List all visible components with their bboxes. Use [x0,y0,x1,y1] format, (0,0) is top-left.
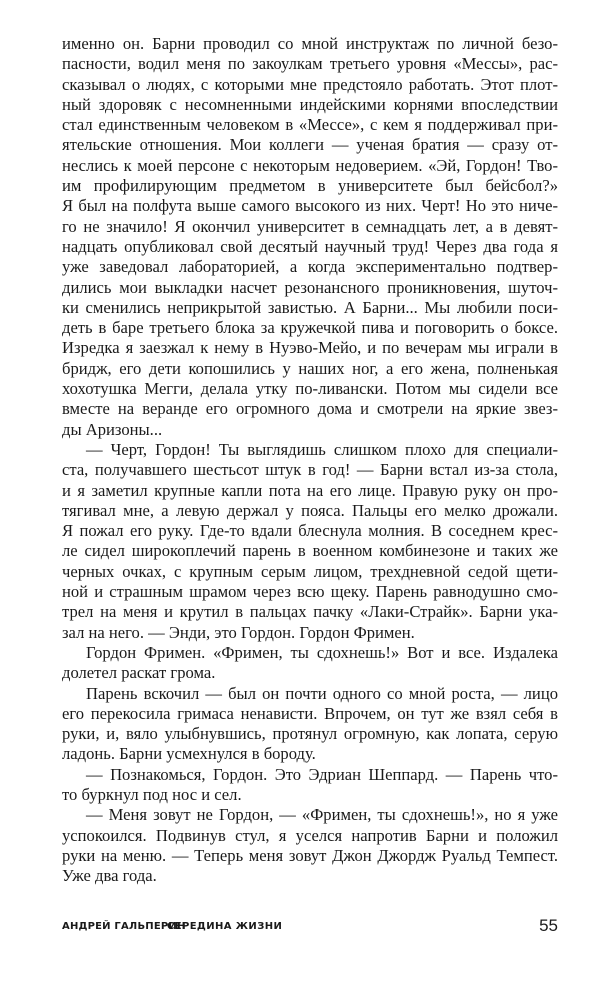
paragraph [62,440,558,643]
text-line: ладонь. Барни усмехнулся в бороду. [62,744,316,764]
paragraph [62,34,558,440]
text-line: Парень вскочил — был он почти одного со мной роста, — лицо [86,683,558,703]
text-line: ста, получавшего шестьсот штук в год! — Барни встал из-за стола, [62,460,558,480]
text-line: пасности, водил меня по закоулкам третьего уровня «Мессы», рас- [62,54,558,74]
text-line: руки на меню. — Теперь меня зовут Джон Джордж Руальд Темпест. [62,845,558,865]
text-line: надцать опубликовал свой десятый научный труд! Через два года я [62,236,558,256]
text-line: долетел раскат грома. [62,663,216,683]
text-line: дились мои выкладки насчет резонансного проникновения, шуточ- [62,277,558,297]
text-line: Я пожал его руку. Где-то вдали блеснула молния. В соседнем крес- [62,521,558,541]
paragraph [62,643,558,684]
text-line: то буркнул под нос и сел. [62,784,242,804]
text-line: ный здоровяк с несомненными индейскими корнями впоследствии [62,94,558,114]
text-line: бридж, его дети копошились у наших ног, а его жена, полненькая [62,358,558,378]
text-line: — Меня зовут не Гордон, — «Фримен, ты сдохнешь!», но я уже [86,805,558,825]
paragraph [62,765,558,806]
text-line: — Черт, Гордон! Ты выглядишь слишком плохо для специали- [86,439,558,459]
text-line: успокоился. Подвинув стул, я уселся напротив Барни и положил [62,825,558,845]
text-line: сказывал о людях, с которыми мне предстояло работать. Этот плот- [62,74,558,94]
text-line: хохотушка Мегги, делала утку по-ливански. Потом мы сидели все [62,379,558,399]
text-line: стал единственным человеком в «Мессе», с кем я поддерживал при- [62,115,558,135]
text-line: уже заведовал лабораторией, а когда экспериментально подтвер- [62,257,558,277]
text-line: его перекосила гримаса ненависти. Впрочем, он тут же взял себя в [62,703,558,723]
text-line: Изредка я заезжал к нему в Нуэво-Мейо, и по вечерам мы играли в [62,338,558,358]
body-text [62,34,558,886]
text-line: ятельские отношения. Мои коллеги — ученая братия — сразу от- [62,135,558,155]
text-line: — Познакомься, Гордон. Это Эдриан Шеппард. — Парень что- [86,764,558,784]
text-line: именно он. Барни проводил со мной инструктаж по личной безо- [62,34,558,53]
text-line: тягивал мне, а левую держал у пояса. Пальцы его мелко дрожали. [62,500,558,520]
text-line: вместе на веранде его огромного дома и смотрели на яркие звез- [62,399,558,419]
text-line: трел на меня и крутил в пальцах пачку «Лаки-Страйк». Барни ука- [62,602,558,622]
text-line: руки, и, вяло улыбнувшись, протянул огромную, как лопата, серую [62,724,558,744]
text-line: Я был на полфута выше самого высокого из них. Черт! Но это ниче- [62,196,558,216]
text-line: ной и страшным шрамом через всю щеку. Парень равнодушно смо- [62,582,558,602]
page-footer [62,916,558,938]
text-line: го не значило! Я окончил университет в семнадцать лет, а в девят- [62,216,558,236]
text-line: ды Аризоны... [62,419,163,439]
text-line: им профилирующим предметом в университете был бейсбол?» [62,176,558,196]
footer-book-title: СЕРЕДИНА ЖИЗНИ [167,921,283,932]
footer-author: АНДРЕЙ ГАЛЬПЕРИН [62,921,186,932]
text-line: и я заметил крупные капли пота на его лице. Правую руку он про- [62,480,558,500]
text-line: зал на него. — Энди, это Гордон. Гордон Фримен. [62,622,415,642]
text-line: ле сидел широкоплечий парень в военном комбинезоне и таких же [62,541,558,561]
paragraph [62,805,558,886]
text-line: Уже два года. [62,866,157,886]
text-line: черных очках, с крупным серым лицом, трехдневной седой щети- [62,561,558,581]
text-line: Гордон Фримен. «Фримен, ты сдохнешь!» Вот и все. Издалека [86,642,558,662]
paragraph [62,684,558,765]
text-line: ки сменились неприкрытой завистью. А Барни... Мы любили поси- [62,297,558,317]
text-line: неслись к моей персоне с некоторым недоверием. «Эй, Гордон! Тво- [62,155,558,175]
text-line: деть в баре третьего блока за кружечкой пива и поговорить о боксе. [62,318,558,338]
page-number: 55 [539,916,558,935]
